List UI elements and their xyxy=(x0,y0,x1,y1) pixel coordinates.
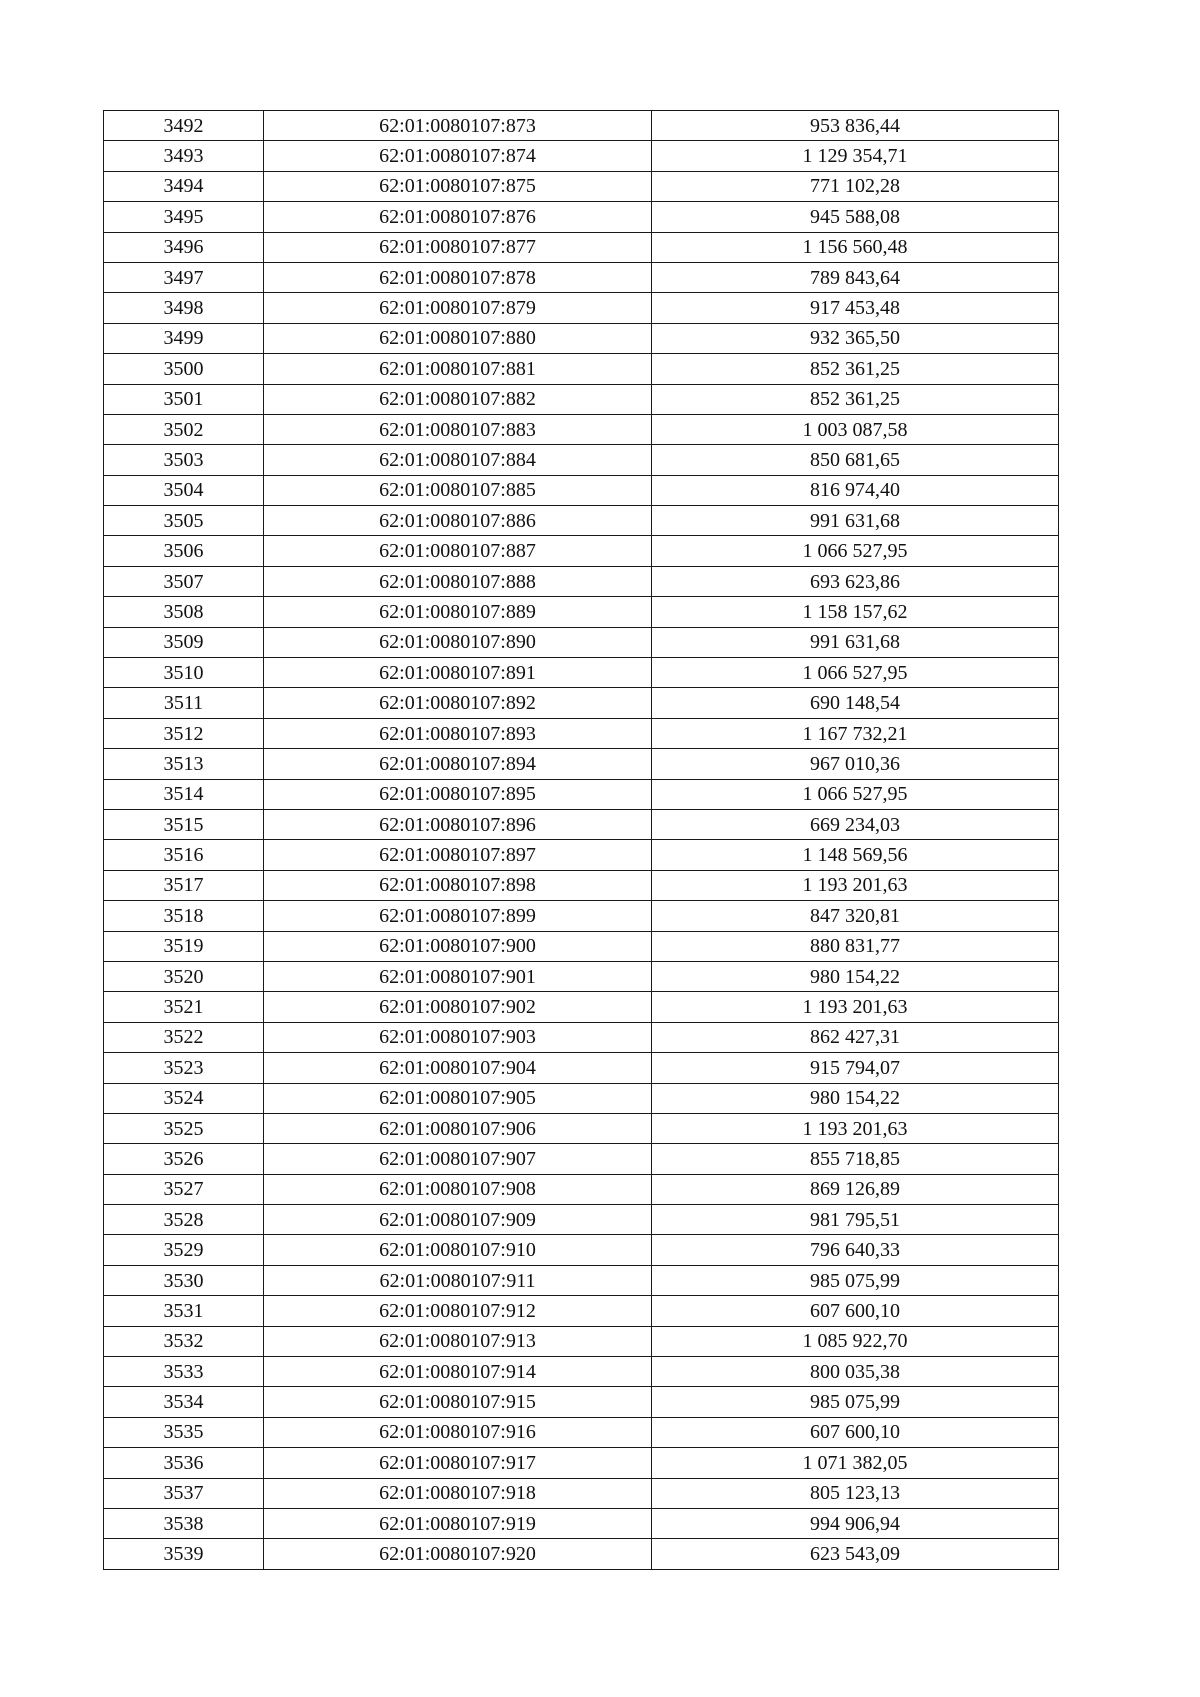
row-number-cell: 3527 xyxy=(104,1174,264,1204)
table-row xyxy=(104,597,1059,627)
cadastral-number-cell: 62:01:0080107:873 xyxy=(264,111,652,141)
cadastral-value-cell: 980 154,22 xyxy=(652,961,1059,991)
cadastral-number-cell: 62:01:0080107:920 xyxy=(264,1539,652,1569)
table-row xyxy=(104,1113,1059,1143)
cadastral-number-cell: 62:01:0080107:912 xyxy=(264,1296,652,1326)
cadastral-value-cell: 994 906,94 xyxy=(652,1508,1059,1538)
row-number-cell: 3502 xyxy=(104,414,264,444)
row-number-cell: 3495 xyxy=(104,202,264,232)
cadastral-value-cell: 945 588,08 xyxy=(652,202,1059,232)
row-number-cell: 3507 xyxy=(104,566,264,596)
row-number-cell: 3534 xyxy=(104,1387,264,1417)
table-row xyxy=(104,1022,1059,1052)
cadastral-number-cell: 62:01:0080107:905 xyxy=(264,1083,652,1113)
cadastral-value-cell: 669 234,03 xyxy=(652,809,1059,839)
row-number-cell: 3524 xyxy=(104,1083,264,1113)
row-number-cell: 3505 xyxy=(104,506,264,536)
cadastral-value-cell: 623 543,09 xyxy=(652,1539,1059,1569)
cadastral-number-cell: 62:01:0080107:876 xyxy=(264,202,652,232)
row-number-cell: 3521 xyxy=(104,992,264,1022)
table-row xyxy=(104,840,1059,870)
row-number-cell: 3535 xyxy=(104,1417,264,1447)
table-row xyxy=(104,1387,1059,1417)
cadastral-number-cell: 62:01:0080107:908 xyxy=(264,1174,652,1204)
cadastral-number-cell: 62:01:0080107:890 xyxy=(264,627,652,657)
cadastral-value-cell: 985 075,99 xyxy=(652,1265,1059,1295)
cadastral-value-cell: 850 681,65 xyxy=(652,445,1059,475)
table-row xyxy=(104,1174,1059,1204)
row-number-cell: 3504 xyxy=(104,475,264,505)
row-number-cell: 3503 xyxy=(104,445,264,475)
table-row xyxy=(104,931,1059,961)
cadastral-number-cell: 62:01:0080107:877 xyxy=(264,232,652,262)
row-number-cell: 3501 xyxy=(104,384,264,414)
cadastral-number-cell: 62:01:0080107:916 xyxy=(264,1417,652,1447)
row-number-cell: 3539 xyxy=(104,1539,264,1569)
row-number-cell: 3520 xyxy=(104,961,264,991)
table-row xyxy=(104,1083,1059,1113)
table-row xyxy=(104,1144,1059,1174)
cadastral-number-cell: 62:01:0080107:899 xyxy=(264,901,652,931)
cadastral-number-cell: 62:01:0080107:881 xyxy=(264,354,652,384)
table-row xyxy=(104,232,1059,262)
row-number-cell: 3523 xyxy=(104,1053,264,1083)
table-row xyxy=(104,901,1059,931)
cadastral-value-cell: 953 836,44 xyxy=(652,111,1059,141)
cadastral-value-cell: 1 066 527,95 xyxy=(652,536,1059,566)
cadastral-number-cell: 62:01:0080107:914 xyxy=(264,1357,652,1387)
cadastral-number-cell: 62:01:0080107:878 xyxy=(264,262,652,292)
cadastral-value-cell: 980 154,22 xyxy=(652,1083,1059,1113)
cadastral-value-cell: 789 843,64 xyxy=(652,262,1059,292)
row-number-cell: 3529 xyxy=(104,1235,264,1265)
row-number-cell: 3492 xyxy=(104,111,264,141)
row-number-cell: 3518 xyxy=(104,901,264,931)
cadastral-number-cell: 62:01:0080107:897 xyxy=(264,840,652,870)
cadastral-value-cell: 1 071 382,05 xyxy=(652,1448,1059,1478)
row-number-cell: 3517 xyxy=(104,870,264,900)
cadastral-number-cell: 62:01:0080107:885 xyxy=(264,475,652,505)
cadastral-number-cell: 62:01:0080107:894 xyxy=(264,749,652,779)
cadastral-number-cell: 62:01:0080107:913 xyxy=(264,1326,652,1356)
cadastral-value-cell: 1 066 527,95 xyxy=(652,779,1059,809)
cadastral-value-cell: 1 167 732,21 xyxy=(652,718,1059,748)
table-row xyxy=(104,475,1059,505)
cadastral-number-cell: 62:01:0080107:891 xyxy=(264,658,652,688)
cadastral-value-cell: 855 718,85 xyxy=(652,1144,1059,1174)
table-row xyxy=(104,658,1059,688)
row-number-cell: 3494 xyxy=(104,171,264,201)
cadastral-value-cell: 805 123,13 xyxy=(652,1478,1059,1508)
table-row xyxy=(104,293,1059,323)
row-number-cell: 3511 xyxy=(104,688,264,718)
row-number-cell: 3532 xyxy=(104,1326,264,1356)
cadastral-number-cell: 62:01:0080107:915 xyxy=(264,1387,652,1417)
cadastral-value-cell: 1 085 922,70 xyxy=(652,1326,1059,1356)
row-number-cell: 3516 xyxy=(104,840,264,870)
row-number-cell: 3513 xyxy=(104,749,264,779)
table-row xyxy=(104,1508,1059,1538)
cadastral-number-cell: 62:01:0080107:887 xyxy=(264,536,652,566)
cadastral-value-cell: 1 148 569,56 xyxy=(652,840,1059,870)
table-row xyxy=(104,445,1059,475)
cadastral-value-cell: 862 427,31 xyxy=(652,1022,1059,1052)
cadastral-value-cell: 985 075,99 xyxy=(652,1387,1059,1417)
cadastral-value-cell: 1 066 527,95 xyxy=(652,658,1059,688)
row-number-cell: 3506 xyxy=(104,536,264,566)
cadastral-value-cell: 771 102,28 xyxy=(652,171,1059,201)
table-body xyxy=(104,111,1059,1570)
table-row xyxy=(104,779,1059,809)
cadastral-value-cell: 847 320,81 xyxy=(652,901,1059,931)
row-number-cell: 3526 xyxy=(104,1144,264,1174)
table-row xyxy=(104,1478,1059,1508)
cadastral-number-cell: 62:01:0080107:919 xyxy=(264,1508,652,1538)
cadastral-value-cell: 869 126,89 xyxy=(652,1174,1059,1204)
table-row xyxy=(104,536,1059,566)
cadastral-value-cell: 1 156 560,48 xyxy=(652,232,1059,262)
cadastral-number-cell: 62:01:0080107:879 xyxy=(264,293,652,323)
table-row xyxy=(104,323,1059,353)
table-row xyxy=(104,1053,1059,1083)
table-row xyxy=(104,354,1059,384)
cadastral-number-cell: 62:01:0080107:909 xyxy=(264,1205,652,1235)
table-row xyxy=(104,992,1059,1022)
cadastral-value-cell: 852 361,25 xyxy=(652,384,1059,414)
table-row xyxy=(104,961,1059,991)
cadastral-number-cell: 62:01:0080107:907 xyxy=(264,1144,652,1174)
cadastral-number-cell: 62:01:0080107:882 xyxy=(264,384,652,414)
row-number-cell: 3500 xyxy=(104,354,264,384)
cadastral-value-cell: 1 193 201,63 xyxy=(652,992,1059,1022)
cadastral-number-cell: 62:01:0080107:900 xyxy=(264,931,652,961)
table-row xyxy=(104,1235,1059,1265)
cadastral-value-cell: 693 623,86 xyxy=(652,566,1059,596)
table-row xyxy=(104,1296,1059,1326)
cadastral-value-cell: 991 631,68 xyxy=(652,506,1059,536)
cadastral-number-cell: 62:01:0080107:910 xyxy=(264,1235,652,1265)
table-row xyxy=(104,1265,1059,1295)
table-row xyxy=(104,1357,1059,1387)
table-row xyxy=(104,1539,1059,1569)
cadastral-number-cell: 62:01:0080107:917 xyxy=(264,1448,652,1478)
cadastral-value-cell: 796 640,33 xyxy=(652,1235,1059,1265)
cadastral-value-cell: 1 003 087,58 xyxy=(652,414,1059,444)
table-row xyxy=(104,414,1059,444)
row-number-cell: 3497 xyxy=(104,262,264,292)
cadastral-value-cell: 1 158 157,62 xyxy=(652,597,1059,627)
row-number-cell: 3525 xyxy=(104,1113,264,1143)
cadastral-value-cell: 932 365,50 xyxy=(652,323,1059,353)
cadastral-value-cell: 880 831,77 xyxy=(652,931,1059,961)
cadastral-number-cell: 62:01:0080107:883 xyxy=(264,414,652,444)
cadastral-number-cell: 62:01:0080107:903 xyxy=(264,1022,652,1052)
row-number-cell: 3522 xyxy=(104,1022,264,1052)
table-row xyxy=(104,870,1059,900)
row-number-cell: 3496 xyxy=(104,232,264,262)
row-number-cell: 3531 xyxy=(104,1296,264,1326)
table-row xyxy=(104,202,1059,232)
row-number-cell: 3528 xyxy=(104,1205,264,1235)
cadastral-value-cell: 915 794,07 xyxy=(652,1053,1059,1083)
table-row xyxy=(104,1326,1059,1356)
table-row xyxy=(104,1417,1059,1447)
cadastral-value-cell: 1 129 354,71 xyxy=(652,141,1059,171)
cadastral-number-cell: 62:01:0080107:911 xyxy=(264,1265,652,1295)
cadastral-number-cell: 62:01:0080107:888 xyxy=(264,566,652,596)
cadastral-number-cell: 62:01:0080107:918 xyxy=(264,1478,652,1508)
table-row xyxy=(104,262,1059,292)
cadastral-value-cell: 967 010,36 xyxy=(652,749,1059,779)
cadastral-value-cell: 800 035,38 xyxy=(652,1357,1059,1387)
cadastral-number-cell: 62:01:0080107:898 xyxy=(264,870,652,900)
table-row xyxy=(104,688,1059,718)
row-number-cell: 3533 xyxy=(104,1357,264,1387)
table-row xyxy=(104,809,1059,839)
row-number-cell: 3509 xyxy=(104,627,264,657)
cadastral-value-cell: 991 631,68 xyxy=(652,627,1059,657)
table-row xyxy=(104,111,1059,141)
cadastral-number-cell: 62:01:0080107:874 xyxy=(264,141,652,171)
cadastral-number-cell: 62:01:0080107:901 xyxy=(264,961,652,991)
cadastral-value-table xyxy=(103,110,1059,1570)
row-number-cell: 3514 xyxy=(104,779,264,809)
row-number-cell: 3538 xyxy=(104,1508,264,1538)
cadastral-number-cell: 62:01:0080107:895 xyxy=(264,779,652,809)
row-number-cell: 3537 xyxy=(104,1478,264,1508)
table-row xyxy=(104,384,1059,414)
cadastral-value-cell: 981 795,51 xyxy=(652,1205,1059,1235)
table-row xyxy=(104,141,1059,171)
cadastral-value-cell: 816 974,40 xyxy=(652,475,1059,505)
row-number-cell: 3515 xyxy=(104,809,264,839)
cadastral-number-cell: 62:01:0080107:896 xyxy=(264,809,652,839)
table-row xyxy=(104,627,1059,657)
table-row xyxy=(104,566,1059,596)
row-number-cell: 3512 xyxy=(104,718,264,748)
row-number-cell: 3493 xyxy=(104,141,264,171)
row-number-cell: 3499 xyxy=(104,323,264,353)
cadastral-value-cell: 607 600,10 xyxy=(652,1296,1059,1326)
cadastral-number-cell: 62:01:0080107:902 xyxy=(264,992,652,1022)
cadastral-number-cell: 62:01:0080107:893 xyxy=(264,718,652,748)
row-number-cell: 3519 xyxy=(104,931,264,961)
row-number-cell: 3530 xyxy=(104,1265,264,1295)
cadastral-number-cell: 62:01:0080107:884 xyxy=(264,445,652,475)
cadastral-number-cell: 62:01:0080107:886 xyxy=(264,506,652,536)
cadastral-value-cell: 917 453,48 xyxy=(652,293,1059,323)
cadastral-number-cell: 62:01:0080107:906 xyxy=(264,1113,652,1143)
row-number-cell: 3508 xyxy=(104,597,264,627)
table-row xyxy=(104,1205,1059,1235)
cadastral-value-cell: 1 193 201,63 xyxy=(652,870,1059,900)
table-row xyxy=(104,171,1059,201)
table-row xyxy=(104,749,1059,779)
row-number-cell: 3510 xyxy=(104,658,264,688)
cadastral-value-cell: 1 193 201,63 xyxy=(652,1113,1059,1143)
cadastral-number-cell: 62:01:0080107:875 xyxy=(264,171,652,201)
cadastral-value-cell: 690 148,54 xyxy=(652,688,1059,718)
cadastral-number-cell: 62:01:0080107:892 xyxy=(264,688,652,718)
table-row xyxy=(104,1448,1059,1478)
table-row xyxy=(104,718,1059,748)
cadastral-number-cell: 62:01:0080107:880 xyxy=(264,323,652,353)
cadastral-number-cell: 62:01:0080107:889 xyxy=(264,597,652,627)
cadastral-number-cell: 62:01:0080107:904 xyxy=(264,1053,652,1083)
cadastral-value-cell: 852 361,25 xyxy=(652,354,1059,384)
row-number-cell: 3536 xyxy=(104,1448,264,1478)
table-row xyxy=(104,506,1059,536)
cadastral-value-cell: 607 600,10 xyxy=(652,1417,1059,1447)
row-number-cell: 3498 xyxy=(104,293,264,323)
